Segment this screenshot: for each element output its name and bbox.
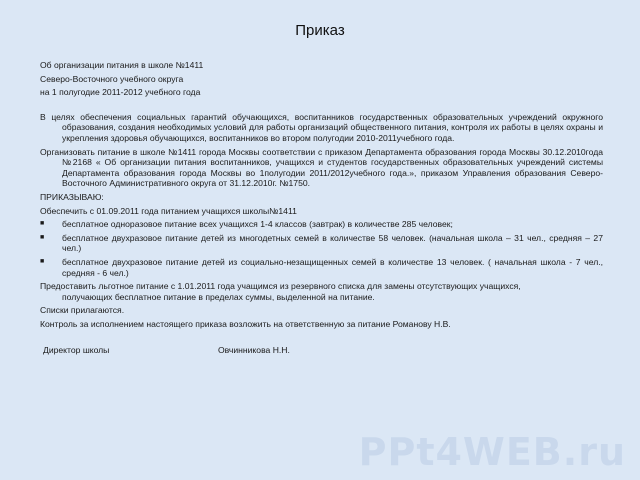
watermark-logo: PPt4WEB.ru	[358, 430, 626, 474]
discount-line-2: получающих бесплатное питание в пределах суммы, выделенной на питание.	[62, 291, 375, 302]
header-line-2: Северо-Восточного учебного округа	[40, 73, 184, 84]
page-title: Приказ	[295, 22, 345, 39]
list-item	[40, 219, 603, 230]
order-document	[40, 60, 603, 356]
list-item-text: бесплатное одноразовое питание всех учащихся 1-4 классов (завтрак) в количестве 285 человек;	[62, 219, 453, 230]
signature-role: Директор школы	[43, 345, 110, 356]
list-item	[40, 233, 603, 254]
signature-name: Овчинникова Н.Н.	[218, 345, 290, 356]
control-line: Контроль за исполнением настоящего приказа возложить на ответственную за питание Романову Н.В.	[40, 318, 451, 329]
discount-paragraph	[40, 281, 603, 302]
list-item-text: бесплатное двухразовое питание детей из социально-незащищенных семей в количестве 13 человек. ( начальная школа - 7 чел., средняя - 6 чел.)	[62, 256, 603, 278]
bullet-icon: ■	[40, 257, 45, 265]
preamble-paragraph: В целях обеспечения социальных гарантий обучающихся, воспитанников государственных образовательных учреждений окружного образования, создания необходимых условий для работы организаций общественного питания, контроля их работы в целях охраны и укрепления здоровья обучающихся, воспитанников во втором полугодии 2010-2011учебного года.	[40, 111, 603, 143]
discount-line-1: Предоставить льготное питание с 1.01.2011 года учащимся из резервного списка для замены отсутствующих учащихся,	[40, 281, 521, 292]
signature-block	[40, 345, 603, 356]
list-item-text: бесплатное двухразовое питание детей из многодетных семей в количестве 58 человек. (начальная школа – 31 чел., средняя – 27 чел.)	[62, 232, 603, 254]
bullet-icon: ■	[40, 220, 45, 228]
provide-line: Обеспечить с 01.09.2011 года питанием учащихся школы№1411	[40, 205, 297, 216]
list-item	[40, 257, 603, 278]
header-line-3: на 1 полугодие 2011-2012 учебного года	[40, 87, 201, 98]
organize-paragraph: Организовать питание в школе №1411 города Москвы соответствии с приказом Департамента образования города Москвы 30.12.2010года №2168 « Об организации питания воспитанников, учащихся и студентов государственных образовательных учреждений системы Департамента образования города Москвы во 1полугодии 2011/2012учебного года.», приказом Управления образования Северо-Восточного Административного округа от 31.12.2010г. №1750.	[40, 146, 603, 189]
bullet-icon: ■	[40, 233, 45, 241]
lists-note: Списки прилагаются.	[40, 305, 125, 316]
header-line-1: Об организации питания в школе №1411	[40, 60, 204, 70]
order-heading: ПРИКАЗЫВАЮ:	[40, 191, 104, 202]
